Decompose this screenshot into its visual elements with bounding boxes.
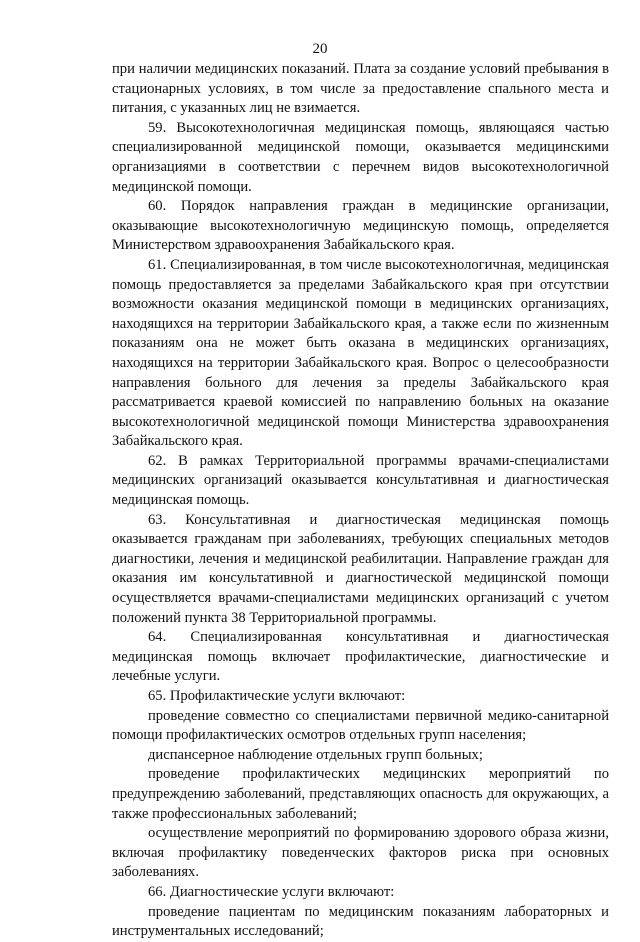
document-body bbox=[112, 60, 609, 942]
paragraph-p-cont: при наличии медицинских показаний. Плата за создание условий пребывания в стационарных условиях, в том числе за предоставление спального места и питания, с указанных лиц не взимается. bbox=[112, 61, 609, 117]
page-number: 20 bbox=[312, 41, 328, 57]
paragraph-p63: 63. Консультативная и диагностическая медицинская помощь оказывается гражданам при заболеваниях, требующих специальных методов диагностики, лечения и медицинской реабилитации. Направление граждан для оказания им консультативной и диагностической медицинской помощи осуществляется врачами-специалистами медицинских организаций с учетом положений пункта 38 Территориальной программы. bbox=[112, 511, 609, 626]
paragraph-p60: 60. Порядок направления граждан в медицинские организации, оказывающие высокотехнологичную медицинскую помощь, определяется Министерством здравоохранения Забайкальского края. bbox=[112, 198, 609, 254]
paragraph-p65c: проведение профилактических медицинских мероприятий по предупреждению заболеваний, представляющих опасность для окружающих, а также профессиональных заболеваний; bbox=[112, 766, 609, 822]
paragraph-p65d: осуществление мероприятий по формированию здорового образа жизни, включая профилактику поведенческих факторов риска при основных заболеваниях. bbox=[112, 825, 609, 881]
paragraph-p61: 61. Специализированная, в том числе высокотехнологичная, медицинская помощь предоставляется за пределами Забайкальского края при отсутствии возможности оказания медицинской помощи в медицинских организациях, находящихся на территории Забайкальского края, а также если по жизненным показаниям она не может быть оказана в медицинских организациях, находящихся на территории Забайкальского края. Вопрос о целесообразности направления больного для лечения за пределы Забайкальского края рассматривается краевой комиссией по направлению больных на оказание высокотехнологичной медицинской помощи Министерства здравоохранения Забайкальского края. bbox=[112, 256, 609, 450]
paragraph-p59: 59. Высокотехнологичная медицинская помощь, являющаяся частью специализированной медицинской помощи, оказывается медицинскими организациями в соответствии с перечнем видов высокотехнологичной медицинской помощи. bbox=[112, 119, 609, 195]
paragraph-p65b: диспансерное наблюдение отдельных групп больных; bbox=[148, 746, 483, 763]
paragraph-p65a: проведение совместно со специалистами первичной медико-санитарной помощи профилактических осмотров отдельных групп населения; bbox=[112, 707, 609, 744]
paragraph-p66: 66. Диагностические услуги включают: bbox=[148, 883, 395, 900]
paragraph-p65: 65. Профилактические услуги включают: bbox=[148, 688, 406, 704]
paragraph-p66a: проведение пациентам по медицинским показаниям лабораторных и инструментальных исследований; bbox=[112, 903, 609, 940]
paragraph-p64: 64. Специализированная консультативная и диагностическая медицинская помощь включает профилактические, диагностические и лечебные услуги. bbox=[112, 629, 609, 685]
paragraph-p62: 62. В рамках Территориальной программы врачами-специалистами медицинских организаций оказывается консультативная и диагностическая медицинская помощь. bbox=[112, 452, 609, 509]
